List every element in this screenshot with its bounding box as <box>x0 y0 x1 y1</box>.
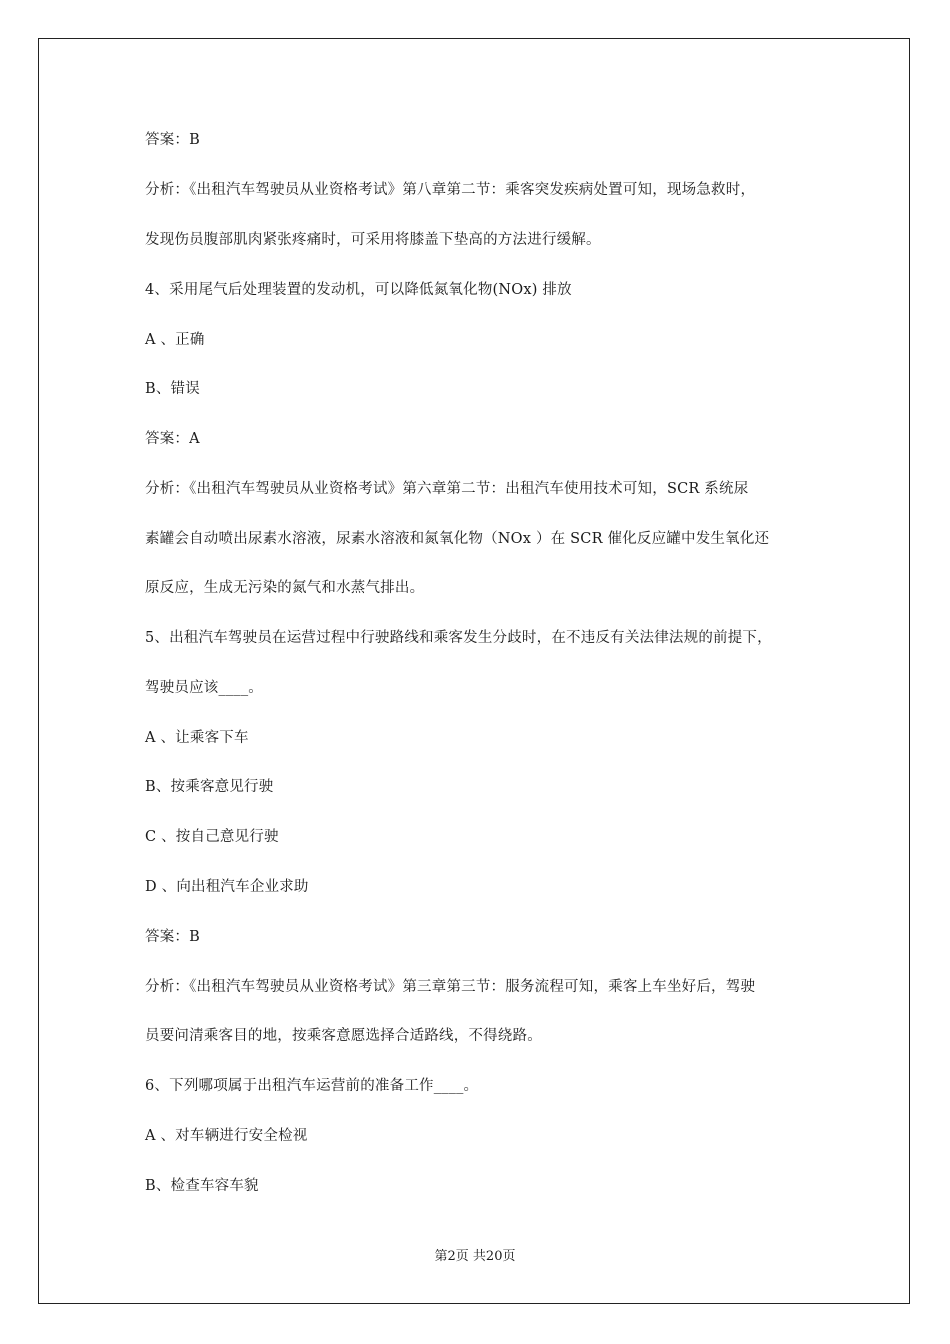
answer-4: 答案：A <box>145 431 200 447</box>
question-6-option-b: B、检查车容车貌 <box>145 1178 259 1194</box>
analysis-3-line-2: 发现伤员腹部肌肉紧张疼痛时，可采用将膝盖下垫高的方法进行缓解。 <box>145 232 601 248</box>
analysis-4-line-2: 素罐会自动喷出尿素水溶液，尿素水溶液和氮氧化物（NOx ）在 SCR 催化反应罐中发生氧化还 <box>145 531 770 547</box>
question-4-option-b: B、错误 <box>145 381 200 397</box>
answer-3: 答案：B <box>145 132 200 148</box>
question-5-option-c: C 、按自己意见行驶 <box>145 829 279 845</box>
question-4-option-a: A 、正确 <box>145 332 205 348</box>
page-footer: 第2页 共20页 <box>434 1249 516 1264</box>
analysis-4-line-1: 分析：《出租汽车驾驶员从业资格考试》第六章第二节：出租汽车使用技术可知，SCR 系统尿 <box>145 481 749 497</box>
question-6: 6、下列哪项属于出租汽车运营前的准备工作____。 <box>145 1078 479 1094</box>
question-5-line-1: 5、出租汽车驾驶员在运营过程中行驶路线和乘客发生分歧时，在不违反有关法律法规的前提下， <box>145 630 772 646</box>
question-5-option-a: A 、让乘客下车 <box>145 730 249 746</box>
analysis-3-line-1: 分析：《出租汽车驾驶员从业资格考试》第八章第二节：乘客突发疾病处置可知，现场急救时， <box>145 182 756 198</box>
analysis-4-line-3: 原反应，生成无污染的氮气和水蒸气排出。 <box>145 580 425 596</box>
analysis-5-line-1: 分析：《出租汽车驾驶员从业资格考试》第三章第三节：服务流程可知，乘客上车坐好后，驾驶 <box>145 979 756 995</box>
answer-5: 答案：B <box>145 929 200 945</box>
question-6-option-a: A 、对车辆进行安全检视 <box>145 1128 308 1144</box>
question-5-option-d: D 、向出租汽车企业求助 <box>145 879 309 895</box>
question-5-line-2: 驾驶员应该____。 <box>145 680 263 696</box>
page-border <box>38 38 910 1304</box>
analysis-5-line-2: 员要问清乘客目的地，按乘客意愿选择合适路线，不得绕路。 <box>145 1028 542 1044</box>
question-4: 4、采用尾气后处理装置的发动机，可以降低氮氧化物(NOx) 排放 <box>145 282 572 298</box>
question-5-option-b: B、按乘客意见行驶 <box>145 779 274 795</box>
